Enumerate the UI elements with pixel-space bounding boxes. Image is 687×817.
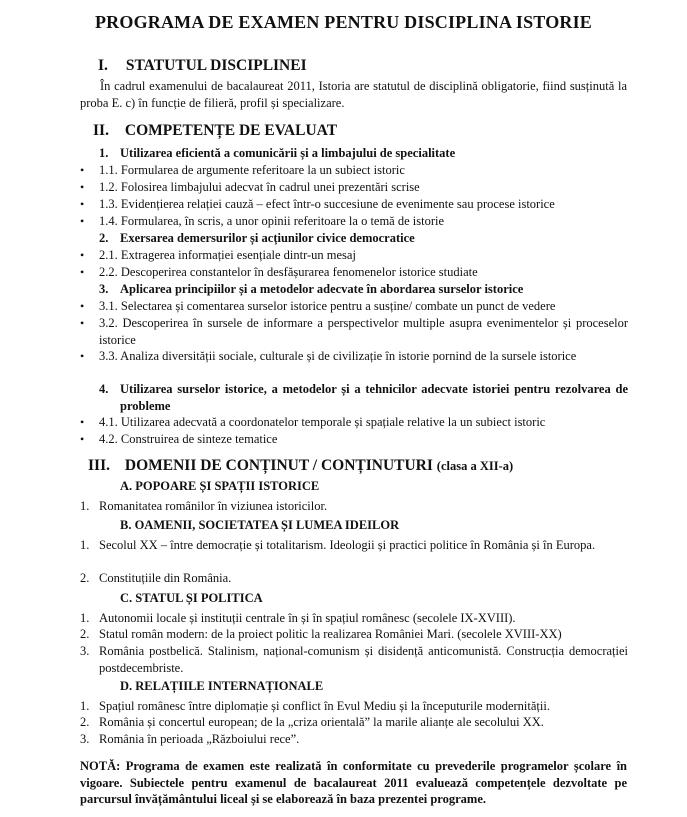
section-1-heading xyxy=(98,57,307,75)
content-item: România în perioada „Războiului rece”. xyxy=(99,732,300,746)
section-3-subtitle: (clasa a XII-a) xyxy=(436,459,514,473)
item-number: 2. xyxy=(80,715,90,729)
item-number: 1. xyxy=(80,538,90,552)
item-number: 2. xyxy=(80,627,90,641)
content-item: Autonomii locale și instituții centrale în și în spațiul românesc (secolele IX-XVIII). xyxy=(99,611,516,625)
competence-item: 1.2. Folosirea limbajului adecvat în cadrul unei prezentări scrise xyxy=(99,180,420,194)
bullet-icon: • xyxy=(80,197,85,211)
domain-d-title: D. RELAȚIILE INTERNAȚIONALE xyxy=(120,679,324,693)
bullet-icon: • xyxy=(80,316,85,330)
competence-group-3-number: 3. xyxy=(99,282,109,296)
competence-group-1-title: Utilizarea eficientă a comunicării și a limbajului de specialitate xyxy=(120,146,456,160)
content-item: Spațiul românesc între diplomație și conflict în Evul Mediu și la începuturile modernității. xyxy=(99,699,550,713)
competence-group-4-number: 4. xyxy=(99,382,109,396)
domain-a-title: A. POPOARE ȘI SPAȚII ISTORICE xyxy=(120,479,320,493)
content-item: România și concertul european; de la „criza orientală” la marile alianțe ale secolului XX. xyxy=(99,715,544,729)
content-item: Romanitatea românilor în viziunea istoricilor. xyxy=(99,499,328,513)
section-2-title: COMPETENȚE DE EVALUAT xyxy=(124,122,338,139)
bullet-icon: • xyxy=(80,214,85,228)
note-paragraph: NOTĂ: Programa de examen este realizată în conformitate cu prevederile programelor școlare în vigoare. Subiectele pentru examenul de bacalaureat 2011 evaluează competențele dezvoltate pe parcursul învățământului liceal și se elaborează în baza prezentei programe. xyxy=(80,759,627,806)
competence-item: 2.2. Descoperirea constantelor în desfășurarea fenomenelor istorice studiate xyxy=(99,265,478,279)
section-3-title: DOMENII DE CONȚINUT / CONȚINUTURI xyxy=(124,457,433,474)
competence-group-3-title: Aplicarea principiilor și a metodelor adecvate în abordarea surselor istorice xyxy=(120,282,524,296)
bullet-icon: • xyxy=(80,265,85,279)
item-number: 3. xyxy=(80,644,90,658)
competence-item: 3.2. Descoperirea în sursele de informare a perspectivelor multiple asupra evenimentelor și proceselor istorice xyxy=(99,316,628,347)
competence-group-1-number: 1. xyxy=(99,146,109,160)
competence-item: 1.4. Formularea, în scris, a unor opinii referitoare la o temă de istorie xyxy=(99,214,445,228)
bullet-icon: • xyxy=(80,299,85,313)
item-number: 1. xyxy=(80,499,90,513)
bullet-icon: • xyxy=(80,432,85,446)
domain-c-title: C. STATUL ȘI POLITICA xyxy=(120,591,263,605)
bullet-icon: • xyxy=(80,248,85,262)
content-item: Secolul XX – între democrație și totalitarism. Ideologii și practici politice în România și în Europa. xyxy=(99,538,596,552)
section-1-number: I. xyxy=(98,57,108,74)
competence-group-2-number: 2. xyxy=(99,231,109,245)
bullet-icon: • xyxy=(80,180,85,194)
item-number: 1. xyxy=(80,611,90,625)
competence-item: 4.2. Construirea de sinteze tematice xyxy=(99,432,278,446)
competence-item: 1.1. Formularea de argumente referitoare la un subiect istoric xyxy=(99,163,405,177)
item-number: 3. xyxy=(80,732,90,746)
competence-item: 1.3. Evidențierea relației cauză – efect într-o succesiune de evenimente sau procese istorice xyxy=(99,197,555,211)
section-3-number: III. xyxy=(88,457,110,474)
section-2-heading xyxy=(93,122,337,140)
item-number: 2. xyxy=(80,571,90,585)
section-2-number: II. xyxy=(93,122,109,139)
page-title: PROGRAMA DE EXAMEN PENTRU DISCIPLINA ISTORIE xyxy=(94,12,593,32)
competence-group-4-title: Utilizarea surselor istorice, a metodelor și a tehnicilor adecvate istoriei pentru rezolvarea de probleme xyxy=(120,382,628,413)
content-item: Constituțiile din România. xyxy=(99,571,232,585)
bullet-icon: • xyxy=(80,163,85,177)
competence-item: 3.3. Analiza diversității sociale, culturale și de civilizație în istorie pornind de la sursele istorice xyxy=(99,349,577,363)
bullet-icon: • xyxy=(80,415,85,429)
content-item: Statul român modern: de la proiect politic la realizarea României Mari. (secolele XVIII-XX) xyxy=(99,627,562,641)
domain-b-title: B. OAMENII, SOCIETATEA ȘI LUMEA IDEILOR xyxy=(120,518,400,532)
competence-item: 3.1. Selectarea și comentarea surselor istorice pentru a susține/ combate un punct de vedere xyxy=(99,299,556,313)
section-1-paragraph: În cadrul examenului de bacalaureat 2011, Istoria are statutul de disciplină obligatorie, fiind susținută la proba E. c) în funcție de filieră, profil și specializare. xyxy=(80,79,627,110)
section-3-heading xyxy=(88,457,513,475)
competence-group-2-title: Exersarea demersurilor și acțiunilor civice democratice xyxy=(120,231,415,245)
competence-item: 2.1. Extragerea informației esențiale dintr-un mesaj xyxy=(99,248,356,262)
competence-item: 4.1. Utilizarea adecvată a coordonatelor temporale și spațiale relative la un subiect istoric xyxy=(99,415,546,429)
bullet-icon: • xyxy=(80,349,85,363)
content-item: România postbelică. Stalinism, național-comunism și disidență anticomunistă. Construcția democrației postdecembriste. xyxy=(99,644,628,675)
item-number: 1. xyxy=(80,699,90,713)
section-1-title: STATUTUL DISCIPLINEI xyxy=(125,57,307,74)
